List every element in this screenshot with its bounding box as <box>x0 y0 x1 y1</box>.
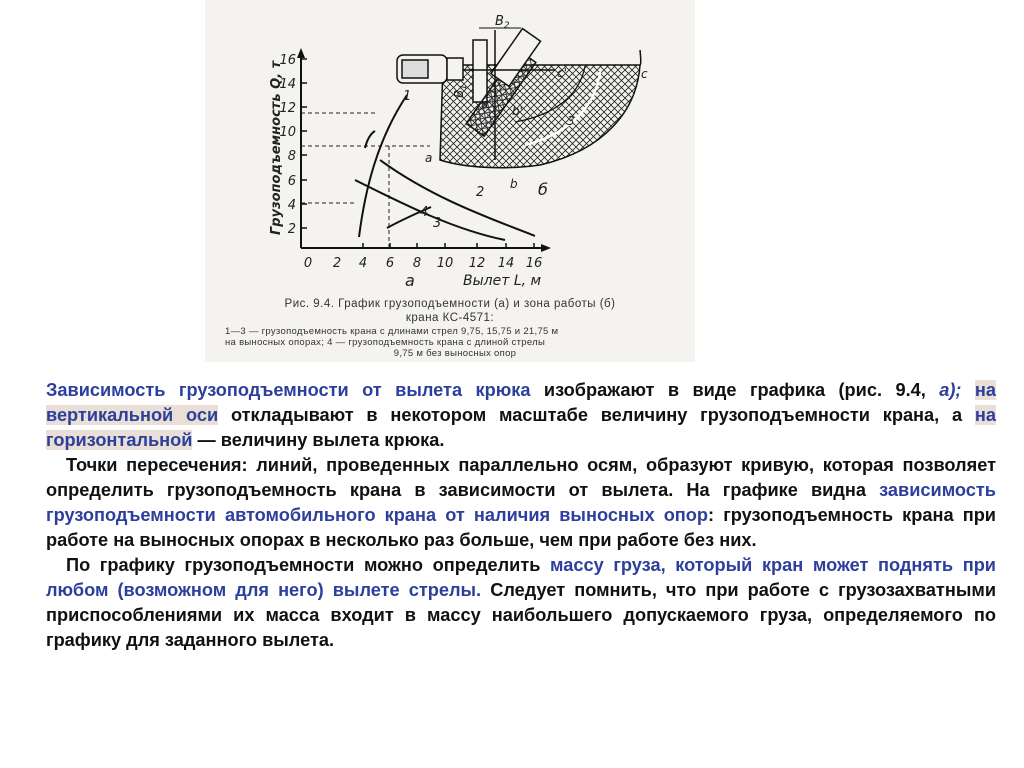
p3-text-a: По графику грузоподъемности можно определить <box>66 555 551 575</box>
x-axis-arrow <box>541 244 551 252</box>
p1-text-a: изображают в виде графика (рис. 9.4, <box>530 380 940 400</box>
x-tick-4: 4 <box>358 256 368 271</box>
b2-label: $B_2$ <box>495 14 510 31</box>
body-text <box>46 378 996 653</box>
curve-tail <box>365 131 375 148</box>
x-tick-10: 10 <box>436 256 454 271</box>
paragraph-1 <box>46 378 996 453</box>
y-tick-14: 14 <box>279 77 296 92</box>
term-vertical-axis: на вертикальной оси <box>46 380 997 425</box>
y-tick-6: 6 <box>287 174 296 189</box>
term-load-mass: массу груза, который кран может поднять при любом (возможном для него) вылете стрелы. <box>46 555 996 600</box>
y-tick-4: 4 <box>287 198 296 213</box>
y-tick-2: 2 <box>287 222 296 237</box>
figure-caption-title: Рис. 9.4. График грузоподъемности (а) и зона работы (б) <box>284 298 616 310</box>
x-tick-0: 0 <box>303 256 313 271</box>
point-3: 3 <box>567 114 575 128</box>
curve-label-3: 3 <box>433 216 442 231</box>
x-tick-16: 16 <box>525 256 543 271</box>
term-capacity-dependence: Зависимость грузоподъемности от вылета крюка <box>46 380 531 400</box>
caption-note-line-2: на выносных опорах; 4 — грузоподъемность крана с длиной стрелы <box>225 337 546 348</box>
term-outriggers-dependence: зависимость грузоподъемности автомобильного крана от наличия выносных опор <box>46 480 996 525</box>
panel-b-label: б <box>538 180 548 199</box>
x-tick-12: 12 <box>468 256 486 271</box>
curve-label-1: 1 <box>403 89 412 104</box>
panel-a-label: а <box>405 271 415 290</box>
x-axis-label: Вылет L, м <box>463 273 542 289</box>
working-zone-hatched <box>440 65 640 168</box>
p2-text-b: : грузоподъемность крана при работе на выносных опорах в несколько раз больше, чем при работе без них. <box>46 505 996 550</box>
y-axis-arrow <box>297 48 305 58</box>
x-tick-14: 14 <box>497 256 515 271</box>
figure <box>205 0 695 362</box>
x-tick-2: 2 <box>332 256 342 271</box>
curve-2 <box>380 160 535 236</box>
x-tick-8: 8 <box>412 256 422 271</box>
figure-caption-note <box>225 326 685 359</box>
paragraph-3 <box>46 553 996 653</box>
b1-label: $B_1$ <box>452 84 468 98</box>
p1-fig-ref: а); <box>939 380 975 400</box>
p3-text-b: Следует помнить, что при работе с грузозахватными приспособлениями их масса входит в массу наибольшего допускаемого груза, определяемого по графику для заданного вылета. <box>46 580 996 650</box>
figure-caption-title-2: крана КС-4571: <box>405 312 495 324</box>
y-tick-10: 10 <box>279 125 296 140</box>
term-horizontal-axis: на горизонтальной <box>46 405 996 450</box>
x-tick-6: 6 <box>385 256 395 271</box>
p1-text-b: откладывают в некотором масштабе величину грузоподъемности крана, а <box>218 405 975 425</box>
curve-label-2: 2 <box>476 185 485 200</box>
curve-label-4: 4 <box>420 205 429 220</box>
point-a: a <box>425 151 433 165</box>
point-a-prime: a' <box>481 97 492 111</box>
point-c-prime: c' <box>557 66 567 80</box>
caption-note-line-1: 1—3 — грузоподъемность крана с длинами стрел 9,75, 15,75 и 21,75 м <box>225 326 559 337</box>
point-b-prime: b' <box>512 104 523 118</box>
curve-1 <box>359 95 407 237</box>
point-b: b <box>510 177 518 191</box>
figure-drawing <box>205 0 695 300</box>
point-c: c <box>641 67 648 81</box>
p1-text-c: — величину вылета крюка. <box>192 430 445 450</box>
y-tick-8: 8 <box>287 149 296 164</box>
paragraph-2 <box>46 453 996 553</box>
y-tick-16: 16 <box>279 53 296 68</box>
zone-arc-outer <box>640 50 641 65</box>
p2-text-a: Точки пересечения: линий, проведенных параллельно осям, образуют кривую, которая позволяет определить грузоподъемность крана в зависимости от вылета. На графике видна <box>46 455 996 500</box>
caption-note-line-3: 9,75 м без выносных опор <box>393 348 517 359</box>
y-axis-label: Грузоподъемность Q, т <box>269 60 284 235</box>
y-tick-12: 12 <box>279 101 296 116</box>
